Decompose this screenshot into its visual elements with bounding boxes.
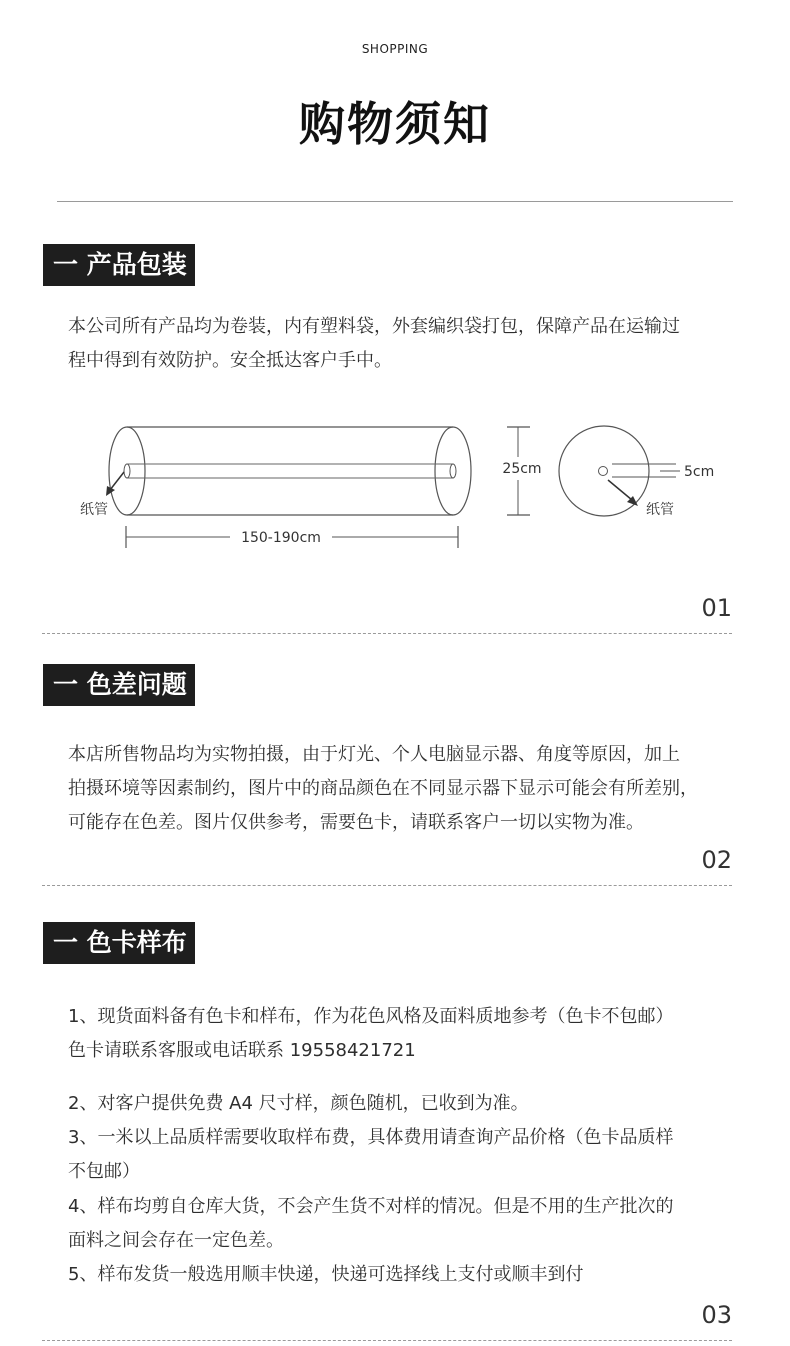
tube-label-left: 纸管 (80, 502, 108, 518)
section-tag-color-card: 一 色卡样布 (43, 922, 195, 964)
color-difference-line: 可能存在色差。图片仅供参考，需要色卡，请联系客户一切以实物为准。 (68, 812, 644, 833)
arrow-left-line (110, 472, 124, 490)
color-card-item: 1、现货面料备有色卡和样布，作为花色风格及面料质地参考（色卡不包邮） (68, 1006, 674, 1027)
length-label: 150-190cm (241, 530, 321, 546)
packaging-line: 本公司所有产品均为卷装，内有塑料袋，外套编织袋打包，保障产品在运输过 (68, 316, 680, 337)
section-divider (42, 1340, 732, 1341)
color-card-item: 2、对客户提供免费 A4 尺寸样，颜色随机，已收到为准。 (68, 1093, 529, 1114)
section-divider (42, 633, 732, 634)
roll-diagram (60, 410, 750, 570)
color-card-item: 不包邮） (68, 1161, 140, 1182)
color-card-item: 5、样布发货一般选用顺丰快递，快递可选择线上支付或顺丰到付 (68, 1264, 584, 1285)
color-card-item: 3、一米以上品质样需要收取样布费，具体费用请查询产品价格（色卡品质样 (68, 1127, 674, 1148)
core-end-circle (599, 467, 608, 476)
page-kicker: SHOPPING (361, 42, 429, 56)
header-divider (57, 201, 733, 202)
packaging-line: 程中得到有效防护。安全抵达客户手中。 (68, 350, 392, 371)
cylinder-right-end (435, 427, 471, 515)
color-difference-text (68, 738, 768, 840)
color-card-item: 色卡请联系客服或电话联系 19558421721 (68, 1040, 416, 1061)
section-divider (42, 885, 732, 886)
packaging-text (68, 310, 748, 378)
color-card-item: 4、样布均剪自仓库大货，不会产生货不对样的情况。但是不用的生产批次的 (68, 1196, 674, 1217)
core-tube-left-end (124, 464, 130, 478)
color-difference-line: 拍摄环境等因素制约，图片中的商品颜色在不同显示器下显示可能会有所差别， (68, 778, 698, 799)
color-card-item: 面料之间会存在一定色差。 (68, 1230, 284, 1251)
section-number: 01 (701, 594, 732, 622)
section-tag-color-difference: 一 色差问题 (43, 664, 195, 706)
tube-label-right: 纸管 (646, 502, 674, 518)
arrow-right-line (608, 480, 632, 500)
core-label: 5cm (684, 464, 715, 480)
diameter-label: 25cm (502, 461, 542, 477)
section-number: 03 (701, 1301, 732, 1329)
section-number: 02 (701, 846, 732, 874)
color-difference-line: 本店所售物品均为实物拍摄，由于灯光、个人电脑显示器、角度等原因，加上 (68, 744, 680, 765)
page-title: 购物须知 (299, 97, 491, 151)
section-tag-packaging: 一 产品包装 (43, 244, 195, 286)
core-tube-right-end (450, 464, 456, 478)
